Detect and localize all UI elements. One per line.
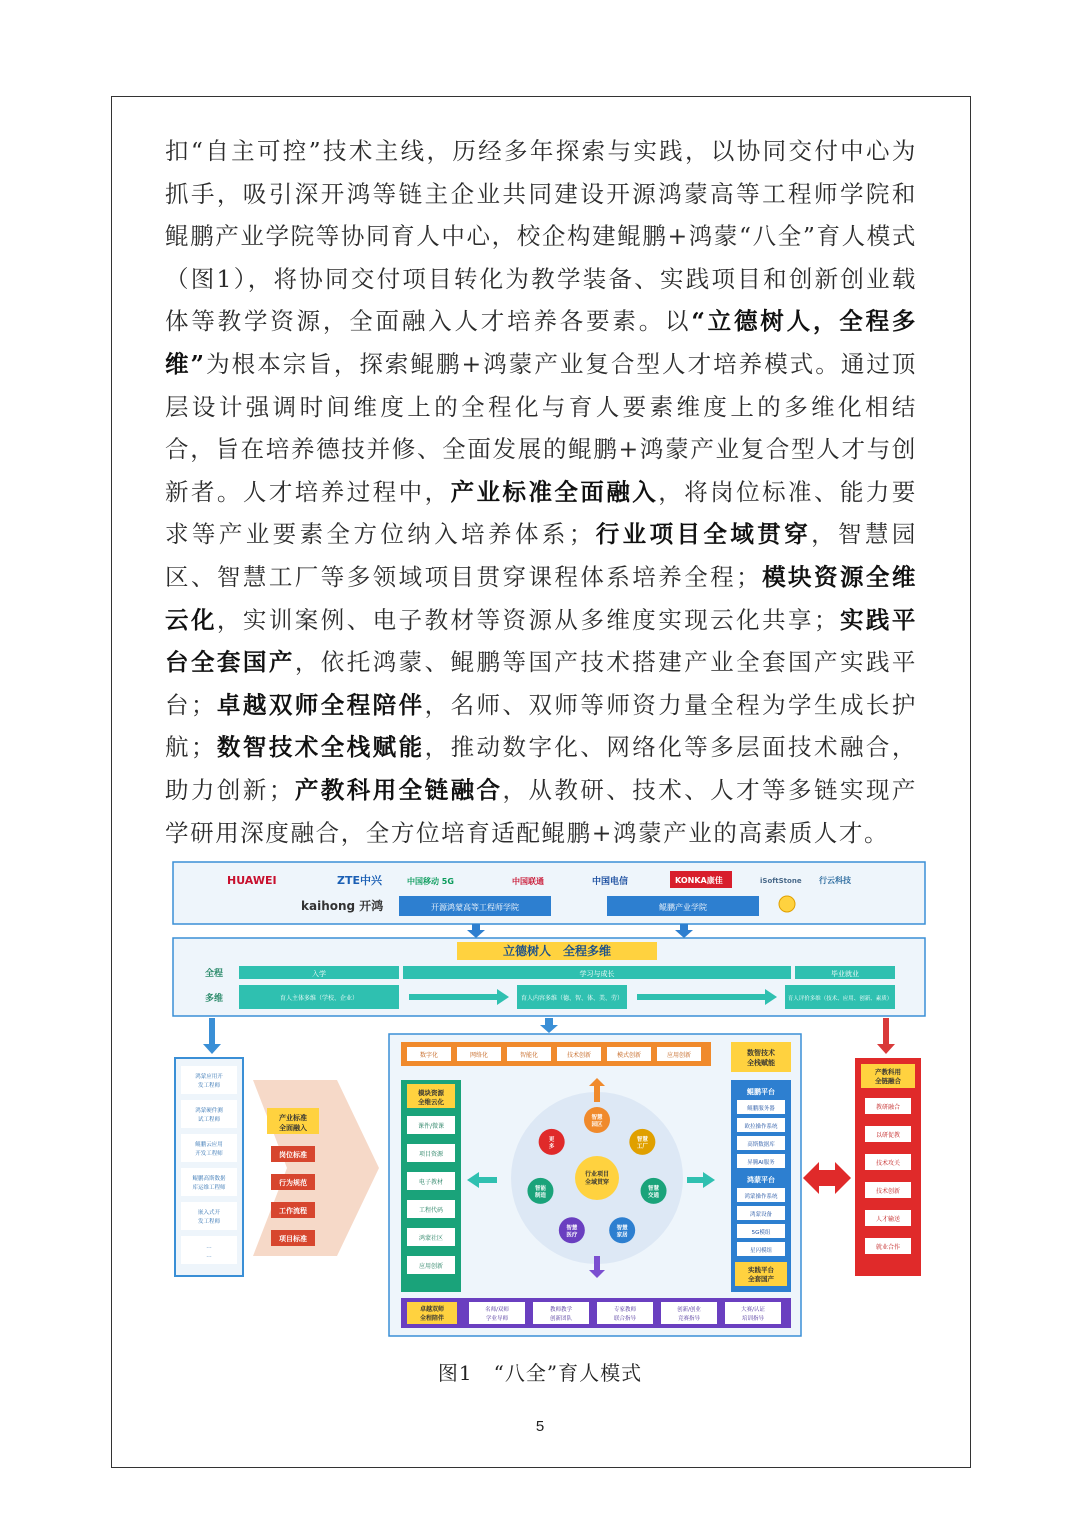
tech-item-text: 数字化 [419,1052,439,1059]
teacher-item-text: 创新团队 [549,1316,573,1322]
text-run: ，从教研、技术、人才等多链实现产学研用深度融合，全方位培育适配鲲鹏+鸿蒙产业的高素质人才。 [165,775,917,847]
tech-item-text: 网络化 [469,1052,489,1059]
industry-title-line2: 全面融入 [279,1124,307,1132]
module-title-line1: 模块资源 [418,1089,444,1097]
tech-title-bg [731,1042,791,1072]
center-node-text: 智慧 [648,1185,660,1192]
text-run: ，智慧园区、智慧工厂等多领域项目贯穿课程体系培养全程； [165,520,917,591]
center-node-text: 智慧 [566,1225,578,1232]
center-node-text: 智慧 [616,1225,628,1232]
center-node-text: 多 [548,1143,555,1150]
left-list-item [181,1202,237,1230]
center-node-text: 医疗 [566,1232,578,1239]
module-item-text: 课件/微课 [417,1123,445,1130]
platform-item-text: 高斯数据库 [747,1142,775,1148]
left-list-item [181,1236,237,1264]
logo-konka: KONKA康佳 [675,876,723,885]
college-label-1: 开源鸿蒙高等工程师学院 [431,903,519,912]
platform-item-text: 欧拉操作系统 [744,1124,778,1130]
teacher-item-text: 专家教师 [613,1307,637,1313]
left-list-text: 开发工程师 [195,1151,223,1157]
left-list-text: 发工程师 [197,1083,221,1089]
left-list-item [181,1134,237,1162]
platform-title-line1: 实践平台 [748,1266,774,1274]
left-list-text: 鲲鹏高斯数据 [192,1176,226,1182]
arrow-down-icon [877,1018,895,1054]
platform-section-title: 鲲鹏平台 [747,1088,775,1096]
dimension-content: 育人内容多维（德、智、体、美、劳） [520,995,624,1002]
left-list-text: 鲲鹏云应用 [195,1142,223,1148]
center-node-text: 园区 [591,1122,603,1128]
center-node-text: 工厂 [636,1143,648,1150]
center-node-text: 交通 [648,1192,660,1199]
college-emblem-icon [779,896,795,912]
module-item-text: 项目资源 [418,1151,444,1158]
text-run: ，依托鸿蒙、鲲鹏等国产技术搭建产业全套国产实践平台； [165,648,918,719]
teacher-title-line1: 卓越双师 [419,1306,445,1313]
timeline-end: 毕业就业 [831,970,859,978]
industry-item-text: 项目标准 [279,1235,307,1243]
right-item-text: 教研融合 [875,1104,901,1111]
bold-phrase: 产教科用全链融合 [293,775,503,804]
left-list-text: 库运维工程师 [192,1185,226,1191]
industry-item-text: 工作流程 [279,1207,307,1215]
right-item-text: 以研促教 [875,1132,901,1139]
row-label-multi-dimension: 多维 [205,994,224,1004]
figure-eight-full-education-model [167,858,929,1338]
platform-item-text: 星闪模组 [749,1248,773,1254]
text-run: ，推动数字化、网络化等多层面技术融合，助力创新； [165,733,917,804]
left-list-item [181,1066,237,1094]
banner-title: 立德树人 全程多维 [502,944,612,958]
tech-item-text: 应用创新 [666,1052,692,1059]
arrow-down-icon [467,924,485,938]
module-title-line2: 全维云化 [418,1098,444,1106]
module-item-text: 应用创新 [418,1263,444,1270]
text-run: 扣“自主可控”技术主线，历经多年探索与实践，以协同交付中心为抓手，吸引深开鸿等链主企业共同建设开源鸿蒙高等工程师学院和鲲鹏产业学院等协同育人中心，校企构建鲲鹏+鸿蒙“八全”育人模式（图1），将协同交付项目转化为教学装备、实践项目和创新创业载体等教学资源，全面融入人才培养各要素。以 [165,137,917,336]
industry-item-text: 行为规范 [279,1179,307,1187]
right-title-line1: 产教科用 [875,1068,901,1076]
left-list-text: … [206,1253,212,1259]
bold-phrase: 产业标准全面融入 [450,477,659,506]
industry-item-text: 岗位标准 [279,1151,307,1159]
platform-item-text: 鸿蒙操作系统 [744,1194,778,1200]
bold-phrase: 卓越双师全程陪伴 [216,690,425,719]
module-item-text: 工程代码 [418,1207,444,1214]
logo-zte: ZTE中兴 [337,874,382,887]
center-node-text: 制造 [534,1192,546,1199]
center-node-text: 更 [548,1136,555,1143]
page-number: 5 [535,1418,545,1435]
tech-item-text: 智能化 [519,1052,539,1059]
industry-chevron [253,1080,379,1256]
bold-phrase: 实践平台全套国产 [165,605,917,677]
timeline-start: 入学 [312,970,326,978]
tech-item-text: 技术创新 [566,1052,592,1059]
tech-title-line2: 全栈赋能 [747,1059,775,1067]
bold-phrase: 模块资源全维云化 [165,562,917,634]
figure-diagram [167,858,929,1338]
arrow-down-icon [540,1018,558,1033]
teacher-items [469,1302,781,1324]
left-list-text: 鸿蒙应用开 [195,1074,223,1080]
logo-china-telecom: 中国电信 [592,877,629,887]
teacher-item-text: 竞赛指导 [677,1316,701,1322]
center-hub-line2: 全域贯穿 [584,1179,610,1186]
body-paragraph [165,130,917,854]
text-run: 为根本宗旨，探索鲲鹏+鸿蒙产业复合型人才培养模式。通过顶层设计强调时间维度上的全程化与育人要素维度上的多维化相结合，旨在培养德技并修、全面发展的鲲鹏+鸿蒙产业复合型人才与创新者。人才培养过程中， [165,349,918,506]
right-item-text: 技术攻关 [875,1160,901,1167]
teacher-item-text: 名师/双师 [485,1307,509,1313]
left-list-text: 试工程师 [197,1117,221,1123]
tech-item-text: 模式创新 [616,1052,642,1059]
bold-phrase: “立德树人，全程多维” [165,307,917,378]
center-node-text: 智能 [534,1185,546,1192]
dimension-subject: 育人主体多维（学校、企业） [279,995,359,1002]
arrow-down-icon [675,924,693,938]
right-title-line2: 全链融合 [875,1077,901,1085]
center-node-text: 智慧 [591,1115,603,1121]
logo-huawei: HUAWEI [227,874,277,887]
logo-xingyun: 行云科技 [819,876,851,885]
college-label-2: 鲲鹏产业学院 [659,903,707,912]
teacher-item-text: 培训指导 [741,1316,765,1322]
right-item-text: 技术创新 [875,1188,901,1195]
logo-kaihong: kaihong 开鸿 [301,899,384,913]
platform-section-title: 鸿蒙平台 [747,1176,775,1184]
teacher-item-text: 创新/创业 [677,1307,701,1313]
platform-item-text: 鲲鹏服务器 [747,1106,775,1112]
text-run: ，名师、双师等师资力量全程为学生成长护航； [165,690,917,762]
teacher-item-text: 教师教学 [549,1307,573,1313]
row-label-full-process: 全程 [205,969,224,979]
right-item-text: 人才输送 [875,1216,901,1223]
timeline-middle: 学习与成长 [579,970,615,978]
left-list-item [181,1100,237,1128]
left-list-text: … [206,1244,212,1250]
logo-china-unicom: 中国联通 [512,877,544,886]
figure-caption: 图1 “八全”育人模式 [437,1361,643,1385]
platform-title-line2: 全套国产 [748,1275,774,1283]
left-list-text: 嵌入式开 [197,1210,221,1216]
module-item-text: 鸿蒙社区 [418,1235,444,1242]
industry-title-line1: 产业标准 [279,1114,307,1122]
double-arrow-icon [803,1162,851,1194]
logo-china-mobile: 中国移动 5G [407,877,454,886]
teacher-item-text: 学业导师 [485,1316,509,1322]
center-node-text: 家居 [616,1232,628,1239]
platform-item-text: 5G模组 [751,1230,771,1236]
center-hub [575,1156,619,1200]
module-item-text: 电子教材 [418,1179,444,1186]
platform-item-text: 昇腾AI服务 [747,1160,775,1166]
dimension-evaluation: 育人评价多维（技术、应用、创新、素质） [787,996,893,1002]
tech-title-line1: 数智技术 [747,1049,775,1057]
logo-isoftstone: iSoftStone [760,877,802,885]
bold-phrase: 数智技术全栈赋能 [216,733,425,762]
teacher-item-text: 联合指导 [613,1316,637,1322]
text-run: ，将岗位标准、能力要求等产业要素全方位纳入培养体系； [165,477,917,549]
teacher-item-text: 大赛/认证 [741,1307,765,1313]
bold-phrase: 行业项目全域贯穿 [593,520,812,549]
teacher-title-line2: 全程陪伴 [419,1315,445,1322]
center-hub-line1: 行业项目 [584,1171,610,1178]
right-item-text: 就业合作 [875,1244,901,1251]
arrow-down-icon [203,1018,221,1054]
text-run: ，实训案例、电子教材等资源从多维度实现云化共享； [216,605,840,634]
left-list-text: 发工程师 [197,1219,221,1225]
center-node-text: 智慧 [636,1136,648,1143]
platform-item-text: 鸿蒙设备 [749,1212,773,1218]
left-list-item [181,1168,237,1196]
left-list-text: 鸿蒙硬件测 [195,1108,223,1114]
